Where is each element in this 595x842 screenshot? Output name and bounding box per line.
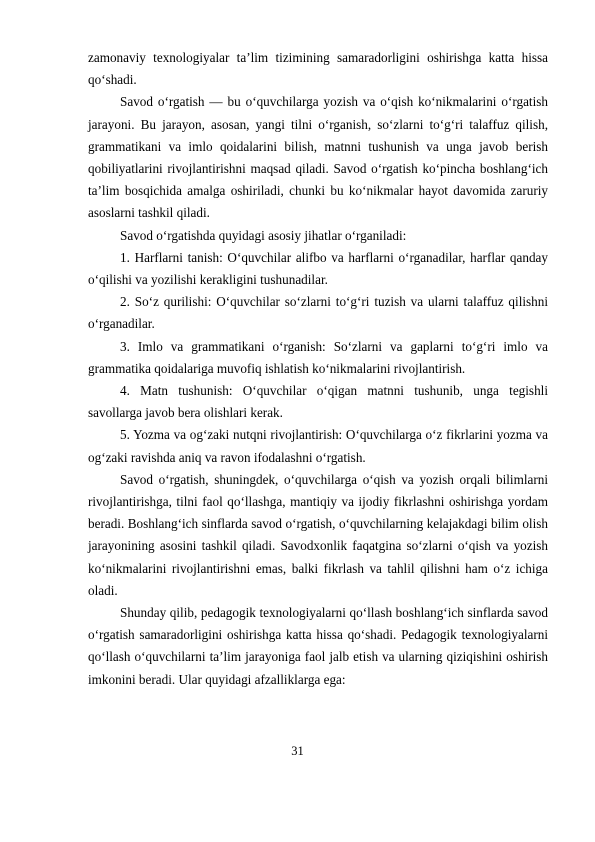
- list-item-text: Yozma va og‘zaki nutqni rivojlantirish: O‘quvchilarga o‘z fikrlarini yozma va og‘zaki ravishda aniq va ravon ifodalashni o‘rgatish.: [88, 427, 548, 465]
- list-item-number: 5.: [120, 427, 130, 443]
- paragraph-savod-definition: Savod o‘rgatish — bu o‘quvchilarga yozish va o‘qish ko‘nikmalarini o‘rgatish jarayoni. Bu jarayon, asosan, yangi tilni o‘rganish, so‘zlarni to‘g‘ri talaffuz qilish, grammatikani va imlo qoidalarini bilish, matnni tushunish va unga javob berish qobiliyatlarini rivojlantirishni maqsad qiladi. Savod o‘rgatish ko‘pincha boshlang‘ich ta’lim bosqichida amalga oshiriladi, chunki bu ko‘nikmalar hayot davomida zaruriy asoslarni tashkil qiladi.: [88, 94, 548, 221]
- paragraph-continuation: zamonaviy texnologiyalar ta’lim tizimining samaradorligini oshirishga katta hissa qo‘shadi.: [88, 50, 548, 88]
- list-item: [88, 291, 548, 335]
- page-number: 31: [291, 744, 304, 758]
- paragraph-pedagogical-tech: Shunday qilib, pedagogik texnologiyalarni qo‘llash boshlang‘ich sinflarda savod o‘rgatish samaradorligini oshirishga katta hissa qo‘shadi. Pedagogik texnologiyalarni qo‘llash o‘quvchilarni ta’lim jarayoniga faol jalb etish va ularning qiziqishini oshirish imkonini beradi. Ular quyidagi afzalliklarga ega:: [88, 605, 548, 687]
- list-item: [88, 424, 548, 468]
- list-item-number: 3.: [120, 338, 130, 354]
- list-item-text: Harflarni tanish: O‘quvchilar alifbo va harflarni o‘rganadilar, harflar qanday o‘qilishi va yozilishi kerakligini tushunadilar.: [88, 249, 549, 288]
- paragraph-savod-benefits: Savod o‘rgatish, shuningdek, o‘quvchilarga o‘qish va yozish orqali bilimlarni rivojlantirishga, tilni faol qo‘llashga, mantiqiy va ijodiy fikrlashni oshirishga yordam beradi. Boshlang‘ich sinflarda savod o‘rgatish, o‘quvchilarning kelajakdagi bilim olish jarayonining asosini tashkil qiladi. Savodxonlik faqatgina so‘zlarni o‘qish va yozish ko‘nikmalarini rivojlantirishni emas, balki fikrlash va tahlil qilishni ham o‘z ichiga oladi.: [88, 471, 548, 598]
- list-item-text: Imlo va grammatikani o‘rganish: So‘zlarni va gaplarni to‘g‘ri imlo va grammatika qoidalariga muvofiq ishlatish ko‘nikmalarini rivojlantirish.: [88, 338, 548, 376]
- list-item-text: So‘z qurilishi: O‘quvchilar so‘zlarni to‘g‘ri tuzish va ularni talaffuz qilishni o‘rganadilar.: [88, 294, 549, 332]
- list-item-number: 4.: [120, 383, 130, 399]
- list-item: [88, 336, 548, 380]
- paragraph-list-intro: Savod o‘rgatishda quyidagi asosiy jihatlar o‘rganiladi:: [120, 227, 407, 243]
- list-item-number: 1.: [120, 249, 130, 265]
- list-item: [88, 380, 548, 424]
- document-body: [88, 47, 548, 691]
- list-item: [88, 247, 548, 291]
- list-item-text: Matn tushunish: O‘quvchilar o‘qigan matnni tushunib, unga tegishli savollarga javob bera olishlari kerak.: [88, 383, 548, 421]
- list-item-number: 2.: [120, 294, 130, 310]
